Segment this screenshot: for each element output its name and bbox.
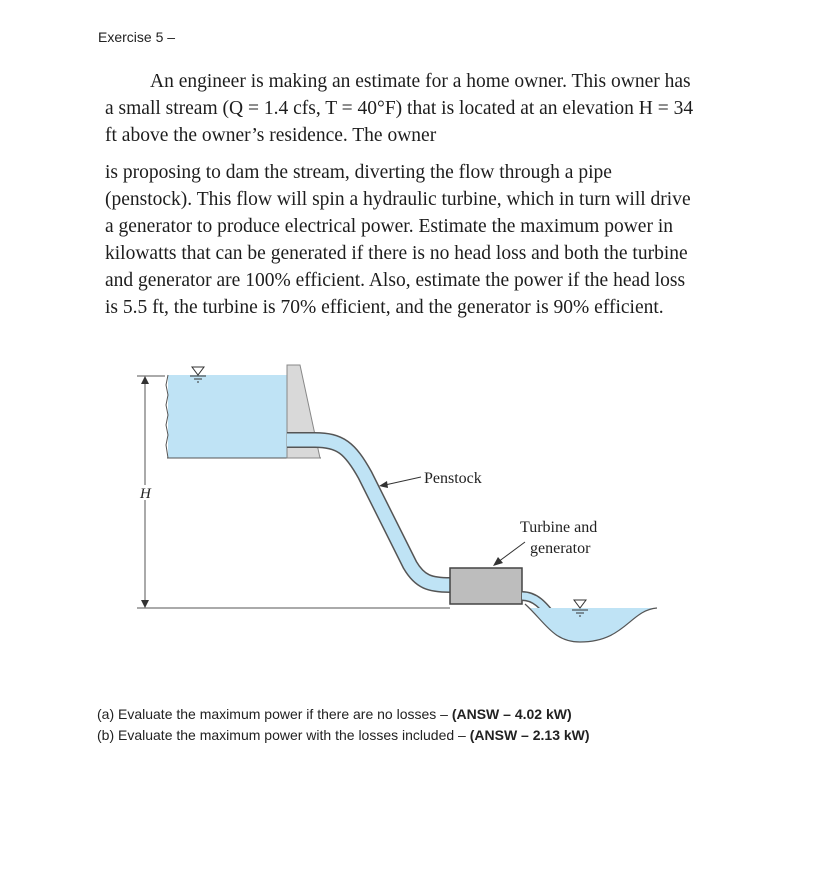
hydro-diagram: [125, 360, 670, 670]
problem-statement: [105, 68, 695, 321]
turbine-label-line2: generator: [530, 540, 591, 557]
answer-a: [97, 704, 797, 725]
answer-b: [97, 725, 797, 746]
turbine-generator-box: [450, 568, 522, 604]
answer-b-text: (b) Evaluate the maximum power with the losses included –: [97, 727, 470, 743]
answer-b-value: (ANSW – 2.13 kW): [469, 727, 590, 743]
penstock-leader: [385, 477, 421, 485]
reservoir-water: [168, 375, 295, 458]
exercise-heading: Exercise 5 –: [98, 29, 176, 45]
problem-paragraph-2: is proposing to dam the stream, diverting the flow through a pipe (penstock). This flow will spin a hydraulic turbine, which in turn will drive a generator to produce electrical power. Estimate the maximum power in kilowatts that can be generated if there is no head loss and both the turbine and generator are 100% efficient. Also, estimate the power if the head loss is 5.5 ft, the turbine is 70% efficient, and the generator is 90% efficient.: [105, 162, 691, 318]
tailwater-surface-marker-icon: [574, 600, 586, 608]
reservoir-bank: [166, 375, 168, 458]
answer-a-value: (ANSW – 4.02 kW): [451, 706, 572, 722]
problem-paragraph-1: An engineer is making an estimate for a home owner. This owner has a small stream (Q = 1.4 cfs, T = 40°F) that is located at an elevation H = 34 ft above the owner’s residence. The owner: [105, 71, 694, 146]
penstock-pipe: [287, 440, 450, 585]
water-surface-marker-icon: [192, 367, 204, 375]
penstock-label: Penstock: [424, 470, 482, 487]
answers: [97, 704, 797, 746]
tailwater: [530, 608, 655, 642]
turbine-leader: [498, 542, 525, 562]
hydro-diagram-svg: [125, 360, 670, 670]
height-label: H: [140, 486, 151, 502]
turbine-label-line1: Turbine and: [520, 519, 598, 536]
answer-a-text: (a) Evaluate the maximum power if there are no losses –: [97, 706, 452, 722]
